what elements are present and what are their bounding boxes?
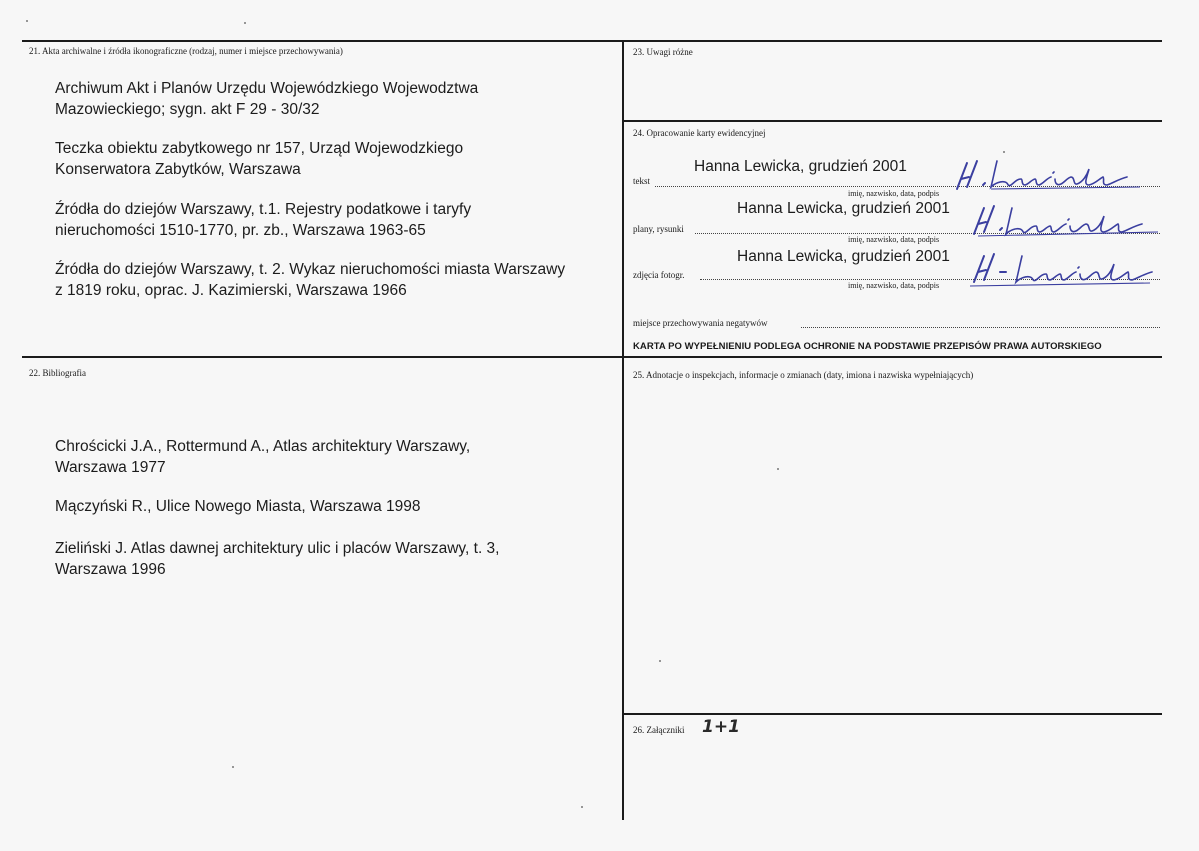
negatives-dotted-line bbox=[801, 327, 1160, 328]
signature-tekst bbox=[955, 155, 1145, 195]
section22-entry-2: Mączyński R., Ulice Nowego Miasta, Warszawa 1998 bbox=[55, 498, 421, 515]
scan-speck bbox=[232, 766, 234, 768]
row-tekst-caption: imię, nazwisko, data, podpis bbox=[848, 189, 940, 198]
section22-entry-3: Zieliński J. Atlas dawnej architektury ulic i placów Warszawy, t. 3, Warszawa 1996 bbox=[55, 540, 500, 578]
scan-speck bbox=[26, 20, 28, 22]
section22-entry-1: Chrościcki J.A., Rottermund A., Atlas architektury Warszawy, Warszawa 1977 bbox=[55, 438, 471, 476]
top-rule bbox=[22, 40, 1162, 42]
row-plany-value: Hanna Lewicka, grudzień 2001 bbox=[737, 200, 950, 217]
section24-label: 24. Opracowanie karty ewidencyjnej bbox=[633, 128, 766, 138]
section22-label: 22. Bibliografia bbox=[29, 368, 86, 378]
center-divider bbox=[622, 40, 624, 820]
row-plany-caption: imię, nazwisko, data, podpis bbox=[848, 235, 940, 244]
copyright-notice: KARTA PO WYPEŁNIENIU PODLEGA OCHRONIE NA PODSTAWIE PRZEPISÓW PRAWA AUTORSKIEGO bbox=[633, 341, 1102, 352]
section23-bottom-rule bbox=[622, 120, 1162, 122]
scan-speck bbox=[659, 660, 661, 662]
section21-entry-2: Teczka obiektu zabytkowego nr 157, Urząd Wojewodzkiego Konserwatora Zabytków, Warszawa bbox=[55, 140, 464, 178]
section25-label: 25. Adnotacje o inspekcjach, informacje o zmianach (daty, imiona i nazwiska wypełniających) bbox=[633, 370, 974, 380]
row-zdjecia-value: Hanna Lewicka, grudzień 2001 bbox=[737, 248, 950, 265]
middle-rule bbox=[22, 356, 1162, 358]
row-zdjecia-field: zdjęcia fotogr. bbox=[633, 270, 685, 280]
signature-zdjecia bbox=[970, 250, 1160, 290]
row-plany-field: plany, rysunki bbox=[633, 224, 684, 234]
section21-entry-4: Źródła do dziejów Warszawy, t. 2. Wykaz nieruchomości miasta Warszawy z 1819 roku, oprac. J. Kazimierski, Warszawa 1966 bbox=[55, 261, 566, 299]
section26-handwritten-value: 1+1 bbox=[702, 717, 740, 737]
scan-speck bbox=[244, 22, 246, 24]
signature-plany bbox=[970, 202, 1160, 242]
section26-top-rule bbox=[622, 713, 1162, 715]
section23-label: 23. Uwagi różne bbox=[633, 47, 693, 57]
negatives-label: miejsce przechowywania negatywów bbox=[633, 318, 768, 328]
scan-speck bbox=[777, 468, 779, 470]
section21-entry-3: Źródła do dziejów Warszawy, t.1. Rejestry podatkowe i taryfy nieruchomości 1510-1770, pr. zb., Warszawa 1963-65 bbox=[55, 201, 472, 239]
scan-speck bbox=[1003, 151, 1005, 153]
row-tekst-field: tekst bbox=[633, 176, 650, 186]
scan-speck bbox=[581, 806, 583, 808]
row-zdjecia-caption: imię, nazwisko, data, podpis bbox=[848, 281, 940, 290]
section21-entry-1: Archiwum Akt i Planów Urzędu Wojewódzkiego Wojewodztwa Mazowieckiego; sygn. akt F 29 - 30/32 bbox=[55, 80, 479, 118]
section21-label: 21. Akta archiwalne i źródła ikonograficzne (rodzaj, numer i miejsce przechowywania) bbox=[29, 46, 343, 56]
row-tekst-value: Hanna Lewicka, grudzień 2001 bbox=[694, 158, 907, 175]
section26-label: 26. Załączniki bbox=[633, 725, 685, 735]
